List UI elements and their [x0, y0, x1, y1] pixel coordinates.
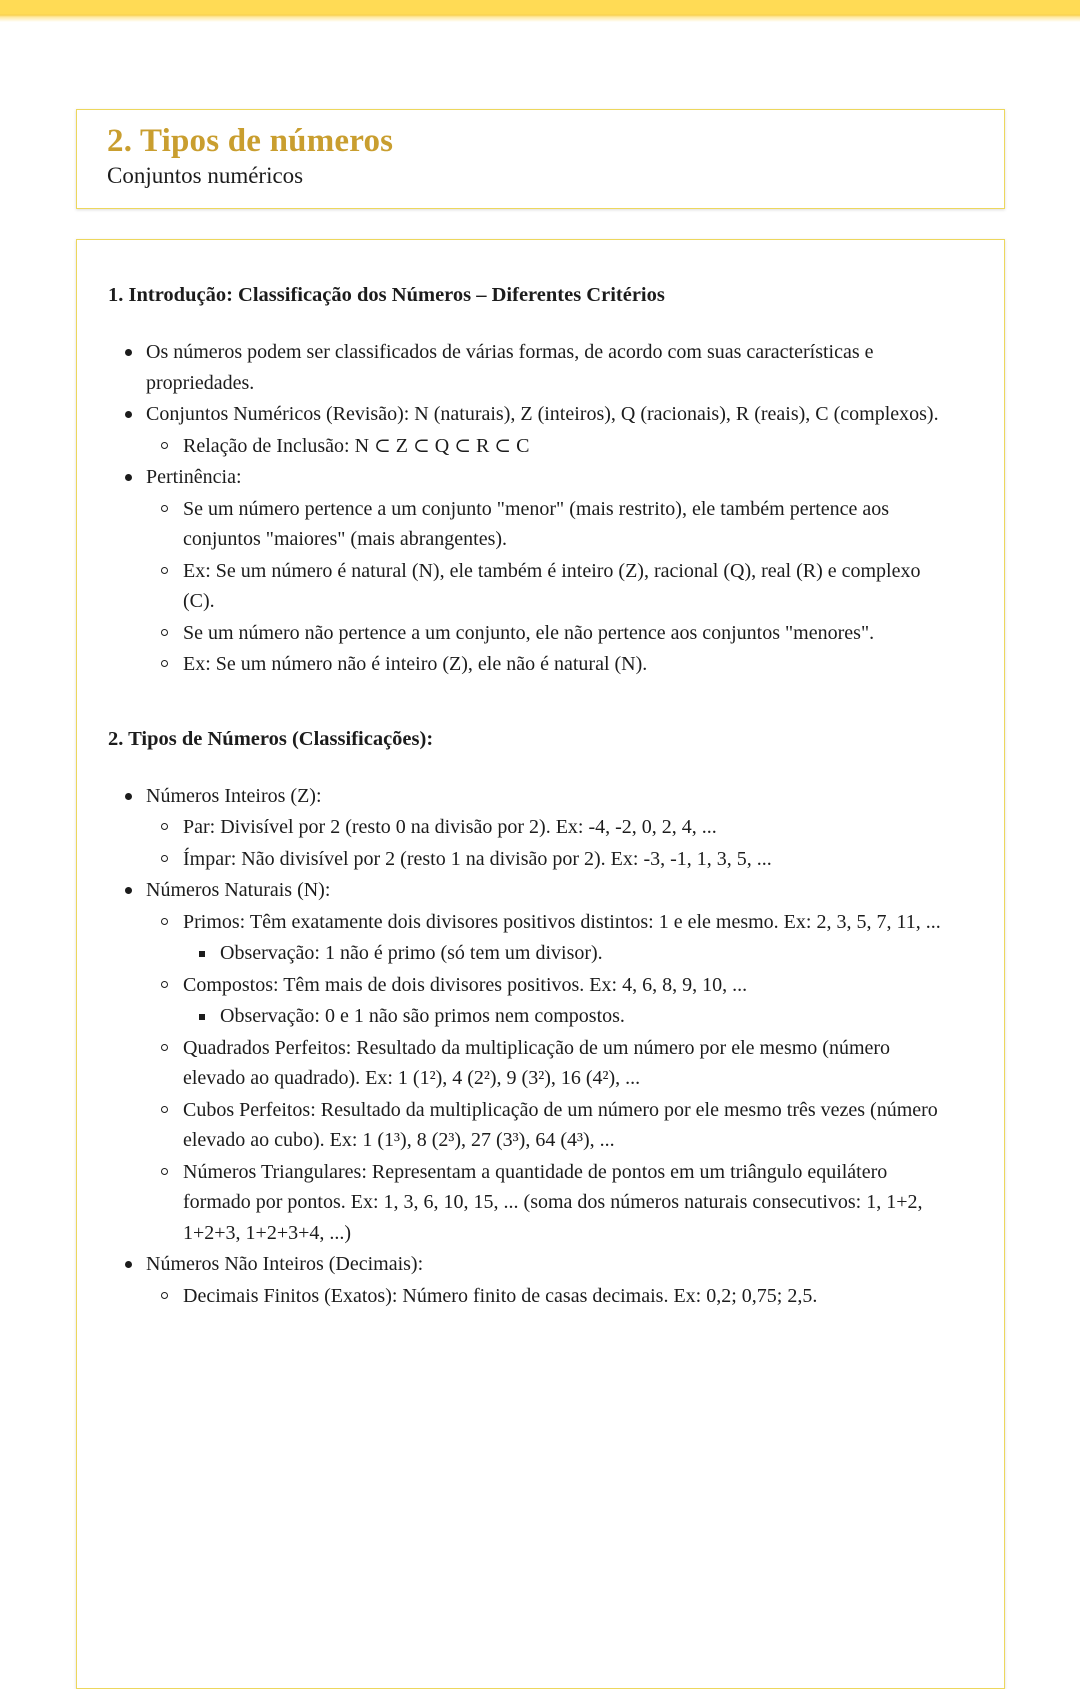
list-item-text: Compostos: Têm mais de dois divisores positivos. Ex: 4, 6, 8, 9, 10, ... [183, 973, 748, 996]
list-item-text: Ex: Se um número não é inteiro (Z), ele não é natural (N). [183, 653, 648, 675]
list-item [108, 1281, 956, 1312]
bullet-list [108, 337, 956, 680]
list-item-text: Números Triangulares: Representam a quantidade de pontos em um triângulo equilátero formado por pontos. Ex: 1, 3, 6, 10, 15, ... (soma dos números naturais consecutivos: 1, 1+2, 1+2+3, 1+2+3+4, ...) [183, 1160, 923, 1244]
section-heading: 2. Tipos de Números (Classificações): [108, 727, 434, 750]
bullet-disc-icon [125, 474, 132, 481]
list-item [108, 649, 956, 680]
content-card [76, 239, 1005, 1689]
list-item-text: Quadrados Perfeitos: Resultado da multiplicação de um número por ele mesmo (número elevado ao quadrado). Ex: 1 (1²), 4 (2²), 9 (3²), 16 (4²), ... [183, 1036, 891, 1089]
list-item [108, 1001, 956, 1032]
top-accent-band [0, 0, 1080, 22]
bullet-disc-icon [125, 411, 132, 418]
list-item [108, 1157, 956, 1249]
list-item [108, 431, 956, 462]
bullet-square-icon [199, 1014, 205, 1020]
bullet-circle-icon [161, 1106, 168, 1113]
bullet-disc-icon [125, 1261, 132, 1268]
list-item-text: Observação: 0 e 1 não são primos nem compostos. [220, 1005, 625, 1027]
bullet-circle-icon [161, 567, 168, 574]
list-item [108, 337, 956, 398]
list-item-text: Os números podem ser classificados de várias formas, de acordo com suas características e propriedades. [146, 341, 874, 394]
list-item-text: Números Inteiros (Z): [146, 784, 322, 807]
bullet-circle-icon [161, 1168, 168, 1175]
page-subtitle: Conjuntos numéricos [107, 163, 304, 188]
list-item [108, 844, 956, 875]
list-item [108, 494, 956, 555]
bullet-circle-icon [161, 1292, 168, 1299]
list-item-text: Se um número não pertence a um conjunto, ele não pertence aos conjuntos "menores". [183, 621, 875, 644]
list-item [108, 875, 956, 906]
bullet-square-icon [199, 951, 205, 957]
list-item-text: Ímpar: Não divisível por 2 (resto 1 na divisão por 2). Ex: -3, -1, 1, 3, 5, ... [183, 847, 772, 870]
list-item-text: Relação de Inclusão: N ⊂ Z ⊂ Q ⊂ R ⊂ C [183, 434, 530, 457]
list-item [108, 781, 956, 812]
list-item-text: Decimais Finitos (Exatos): Número finito de casas decimais. Ex: 0,2; 0,75; 2,5. [183, 1284, 818, 1307]
bullet-circle-icon [161, 505, 168, 512]
bullet-disc-icon [125, 793, 132, 800]
bullet-circle-icon [161, 660, 168, 667]
list-item-text: Números Naturais (N): [146, 879, 331, 901]
section [108, 280, 956, 680]
bullet-circle-icon [161, 629, 168, 636]
bullet-circle-icon [161, 823, 168, 830]
list-item [108, 556, 956, 617]
bullet-circle-icon [161, 1044, 168, 1051]
section [108, 724, 956, 1312]
list-item [108, 618, 956, 649]
bullet-disc-icon [125, 349, 132, 356]
list-item [108, 462, 956, 493]
list-item-text: Conjuntos Numéricos (Revisão): N (naturais), Z (inteiros), Q (racionais), R (reais), C (complexos). [146, 403, 939, 425]
list-item-text: Cubos Perfeitos: Resultado da multiplicação de um número por ele mesmo três vezes (número elevado ao cubo). Ex: 1 (1³), 8 (2³), 27 (3³), 64 (4³), ... [183, 1098, 938, 1151]
bullet-disc-icon [125, 887, 132, 894]
list-item-text: Pertinência: [146, 466, 242, 488]
list-item [108, 1249, 956, 1280]
bullet-list [108, 781, 956, 1312]
page-title: 2. Tipos de números [107, 123, 394, 159]
content-sections [108, 280, 956, 1311]
list-item [108, 907, 956, 938]
list-item-text: Primos: Têm exatamente dois divisores positivos distintos: 1 e ele mesmo. Ex: 2, 3, 5, 7, 11, ... [183, 910, 941, 933]
list-item [108, 812, 956, 843]
list-item-text: Números Não Inteiros (Decimais): [146, 1253, 424, 1275]
title-card [76, 109, 1005, 209]
bullet-circle-icon [161, 981, 168, 988]
list-item [108, 938, 956, 969]
list-item [108, 1095, 956, 1156]
list-item [108, 970, 956, 1001]
bullet-circle-icon [161, 442, 168, 449]
list-item-text: Se um número pertence a um conjunto "menor" (mais restrito), ele também pertence aos conjuntos "maiores" (mais abrangentes). [183, 497, 890, 550]
list-item [108, 1033, 956, 1094]
bullet-circle-icon [161, 918, 168, 925]
list-item-text: Par: Divisível por 2 (resto 0 na divisão por 2). Ex: -4, -2, 0, 2, 4, ... [183, 816, 717, 838]
section-heading: 1. Introdução: Classificação dos Números – Diferentes Critérios [108, 284, 665, 306]
list-item-text: Observação: 1 não é primo (só tem um divisor). [220, 942, 603, 964]
bullet-circle-icon [161, 855, 168, 862]
list-item-text: Ex: Se um número é natural (N), ele também é inteiro (Z), racional (Q), real (R) e complexo (C). [183, 559, 921, 612]
list-item [108, 399, 956, 430]
